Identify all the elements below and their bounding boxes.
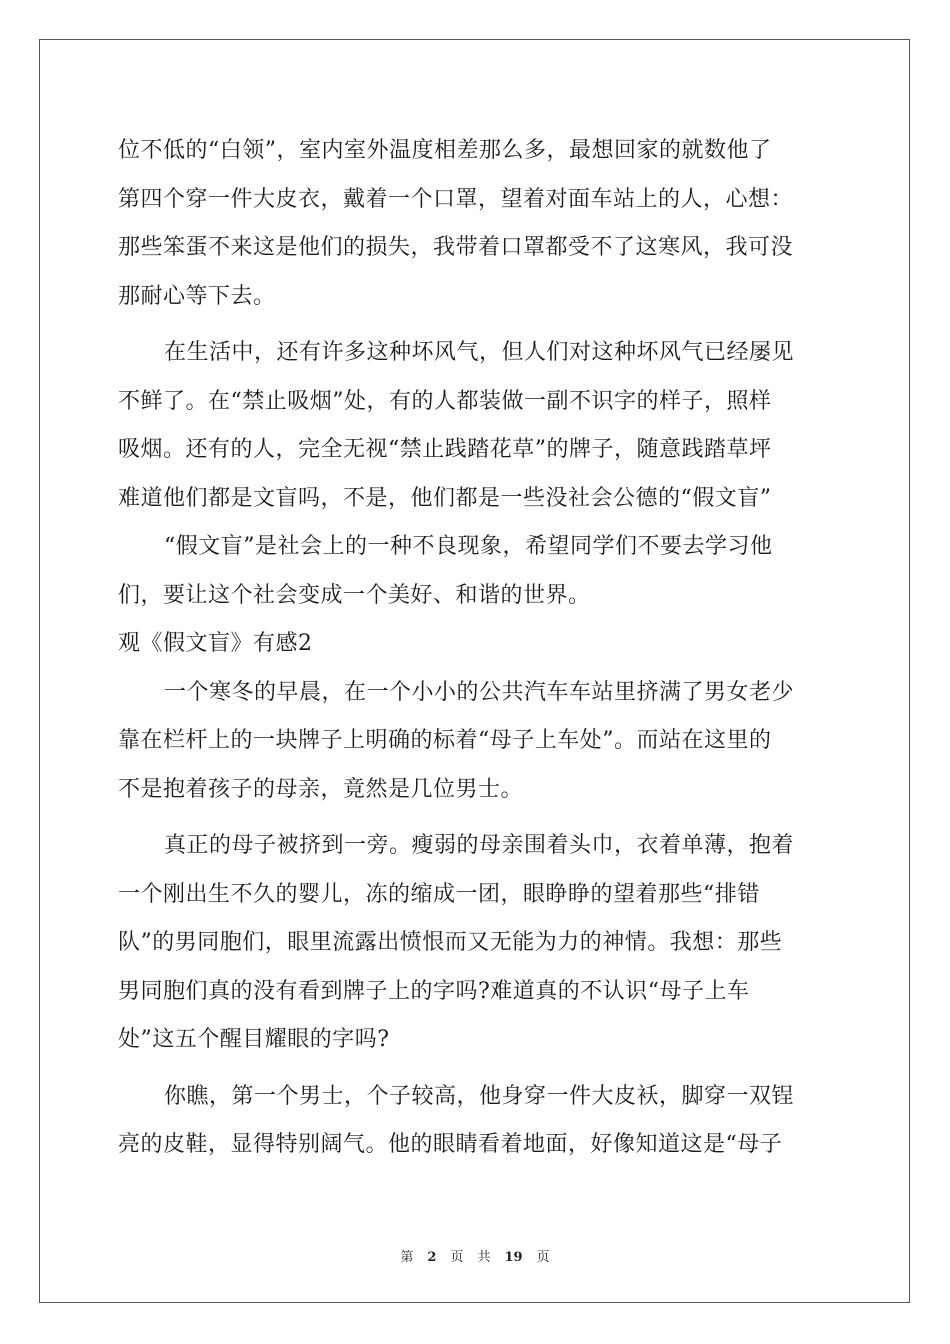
text-line: 靠在栏杆上的一块牌子上明确的标着“母子上车处”。而站在这里的 — [118, 728, 772, 753]
total-prefix: 共 — [477, 1250, 491, 1265]
text-line: 难道他们都是文盲吗，不是，他们都是一些没社会公德的“假文盲” — [118, 485, 772, 511]
section-heading — [118, 620, 833, 669]
text-line: 第四个穿一件大皮衣，戴着一个口罩，望着对面车站上的人，心想： — [118, 186, 794, 212]
text-line: 处”这五个醒目耀眼的字吗? — [118, 1027, 390, 1052]
paragraph — [118, 669, 833, 815]
heading-text: 观《假文盲》有感2 — [118, 631, 313, 656]
page-suffix: 页 — [450, 1250, 464, 1265]
total-pages: 19 — [504, 1250, 523, 1265]
paragraph — [118, 1073, 833, 1170]
text-line: 男同胞们真的没有看到牌子上的字吗?难道真的不认识“母子上车 — [118, 978, 750, 1004]
text-line: 亮的皮鞋，显得特别阔气。他的眼睛看着地面，好像知道这是“母子 — [118, 1132, 783, 1157]
page-prefix: 第 — [400, 1250, 414, 1265]
text-line: 位不低的“白领”，室内室外温度相差那么多，最想回家的就数他了 — [118, 138, 772, 163]
page-footer — [0, 1246, 950, 1265]
document-body — [118, 127, 833, 1170]
text-line: 你瞧，第一个男士，个子较高，他身穿一件大皮袄，脚穿一双锃 — [164, 1083, 795, 1109]
text-line: 那些笨蛋不来这是他们的损失，我带着口罩都受不了这寒风，我可没 — [118, 235, 794, 260]
total-suffix: 页 — [536, 1250, 550, 1265]
text-line: 在生活中，还有许多这种坏风气，但人们对这种坏风气已经屡见 — [164, 340, 795, 365]
paragraph — [118, 329, 833, 523]
text-line: “假文盲”是社会上的一种不良现象，希望同学们不要去学习他 — [164, 534, 773, 559]
text-line: 一个寒冬的早晨，在一个小小的公共汽车车站里挤满了男女老少 — [164, 679, 795, 705]
text-line: 不是抱着孩子的母亲，竟然是几位男士。 — [118, 776, 524, 802]
text-line: 吸烟。还有的人，完全无视“禁止践踏花草”的牌子，随意践踏草坪 — [118, 437, 772, 462]
text-line: 们，要让这个社会变成一个美好、和谐的世界。 — [118, 582, 591, 608]
text-line: 不鲜了。在“禁止吸烟”处，有的人都装做一副不识字的样子，照样 — [118, 388, 772, 414]
paragraph — [118, 523, 833, 620]
text-line: 真正的母子被挤到一旁。瘦弱的母亲围着头巾，衣着单薄，抱着 — [164, 833, 795, 858]
paragraph — [118, 127, 833, 321]
text-line: 一个刚出生不久的婴儿，冻的缩成一团，眼睁睁的望着那些“排错 — [118, 881, 760, 907]
page-number: 2 — [427, 1250, 437, 1265]
text-line: 那耐心等下去。 — [118, 283, 276, 309]
total-indicator — [477, 1250, 549, 1265]
page-indicator — [400, 1250, 463, 1265]
text-line: 队”的男同胞们，眼里流露出愤恨而又无能为力的神情。我想：那些 — [118, 930, 783, 955]
paragraph — [118, 822, 833, 1065]
